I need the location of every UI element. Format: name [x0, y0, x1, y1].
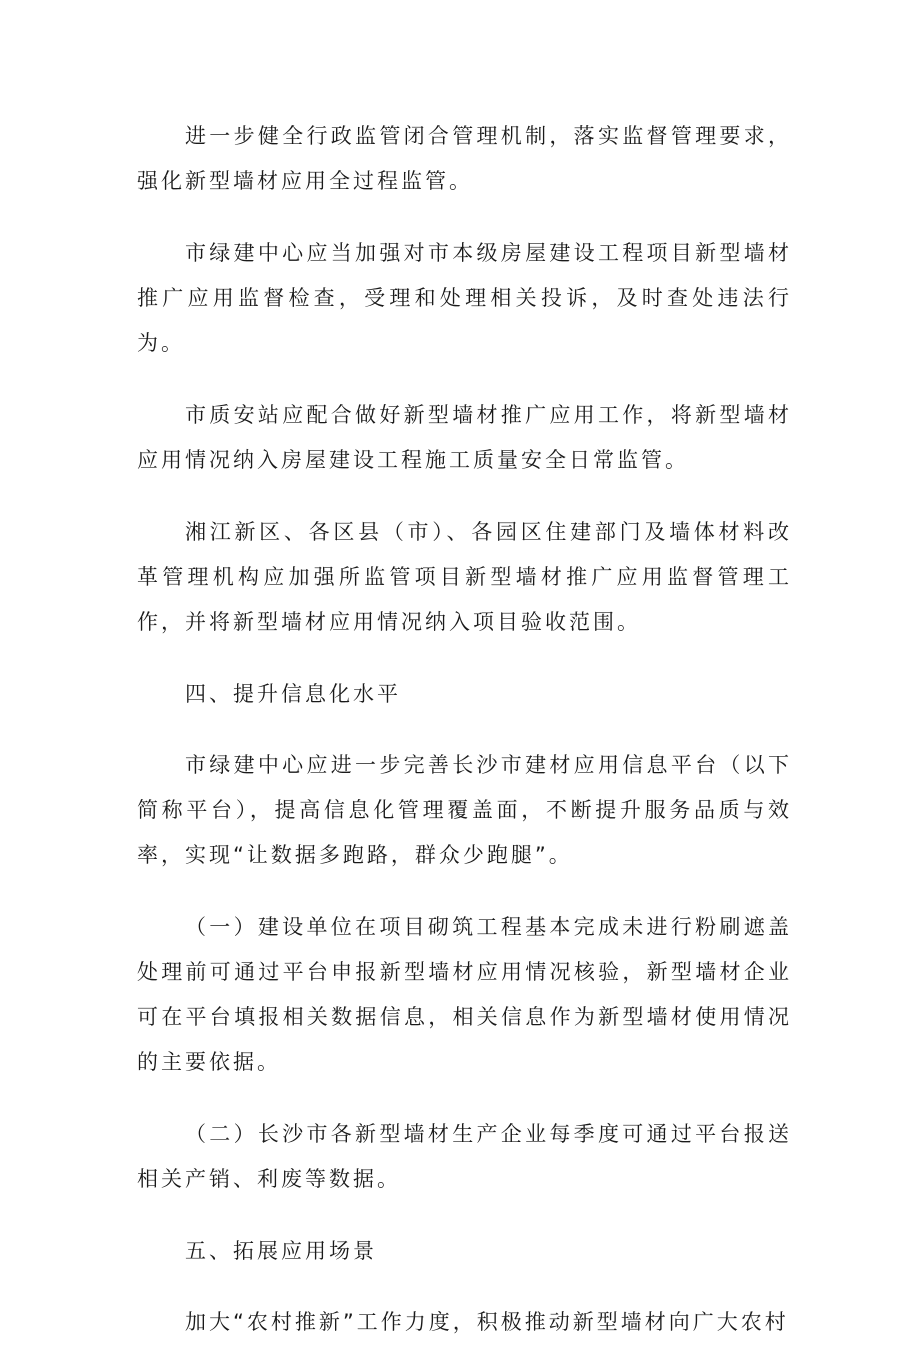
paragraph-rural-promotion: 加大“农村推新”工作力度，积极推动新型墙材向广大农村	[185, 1310, 789, 1334]
paragraph-quality-safety-station: 市质安站应配合做好新型墙材推广应用工作，将新型墙材应用情况纳入房屋建设工程施工质量安全日常监管。	[137, 403, 792, 472]
paragraph-item-two: （二）长沙市各新型墙材生产企业每季度可通过平台报送相关产销、利废等数据。	[137, 1122, 792, 1191]
paragraph-item-one: （一）建设单位在项目砌筑工程基本完成未进行粉刷遮盖处理前可通过平台申报新型墙材应用情况核验，新型墙材企业可在平台填报相关数据信息，相关信息作为新型墙材使用情况的主要依据。	[137, 915, 792, 1074]
paragraph-information-platform: 市绿建中心应进一步完善长沙市建材应用信息平台（以下简称平台），提高信息化管理覆盖面，不断提升服务品质与效率，实现“让数据多跑路，群众少跑腿”。	[137, 753, 792, 867]
document-body	[137, 114, 792, 1372]
paragraph-district-departments: 湘江新区、各区县（市）、各园区住建部门及墙体材料改革管理机构应加强所监管项目新型墙材推广应用监督管理工作，并将新型墙材应用情况纳入项目验收范围。	[137, 520, 792, 634]
paragraph-green-building-center: 市绿建中心应当加强对市本级房屋建设工程项目新型墙材推广应用监督检查，受理和处理相关投诉，及时查处违法行为。	[137, 241, 792, 355]
paragraph-supervision-mechanism: 进一步健全行政监管闭合管理机制，落实监督管理要求，强化新型墙材应用全过程监管。	[137, 124, 792, 193]
section-heading-informatization: 四、提升信息化水平	[185, 682, 401, 706]
section-heading-application-scenarios: 五、拓展应用场景	[185, 1239, 377, 1263]
